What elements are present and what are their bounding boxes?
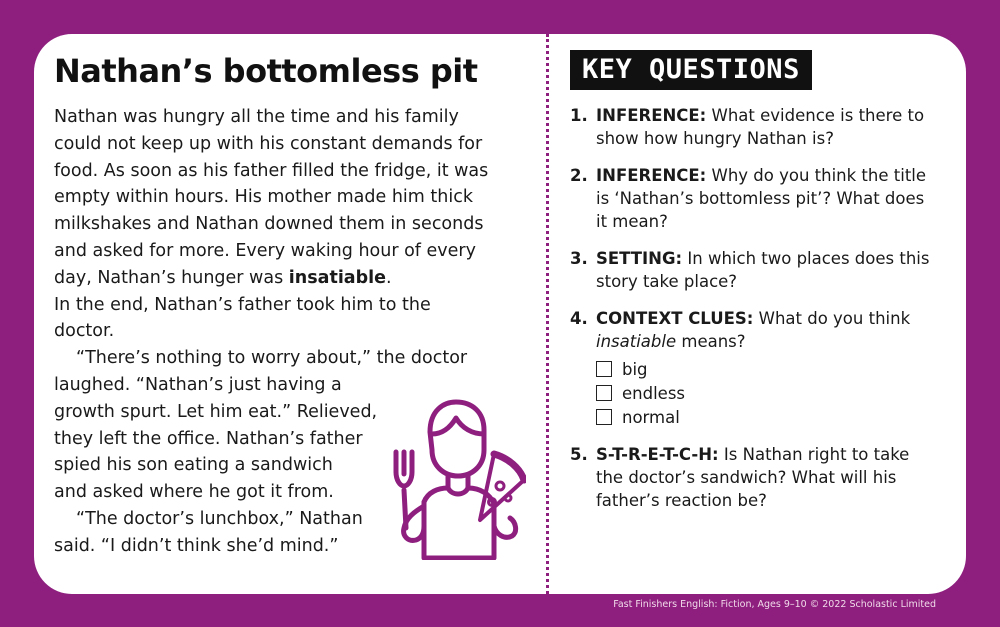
- key-questions-list: [570, 104, 950, 526]
- checkbox-icon[interactable]: [596, 361, 612, 377]
- boy-with-fork-and-pizza-icon: [384, 394, 526, 560]
- question-2: 2. INFERENCE: Why do you think the title is ‘Nathan’s bottomless pit’? What does it mean?: [570, 166, 927, 231]
- question-4: 4. CONTEXT CLUES: What do you think insatiable means?: [570, 309, 911, 351]
- question-5: 5. S-T-R-E-T-C-H: Is Nathan right to take the doctor’s sandwich? What will his father’s reaction be?: [570, 445, 910, 510]
- option-normal[interactable]: normal: [596, 405, 950, 429]
- vocab-word: insatiable: [288, 267, 387, 288]
- option-big[interactable]: big: [596, 357, 950, 381]
- key-questions-heading: KEY QUESTIONS: [570, 50, 812, 90]
- dotted-divider: [546, 34, 549, 594]
- story-paragraph-1: Nathan was hungry all the time and his family could not keep up with his constant demands for food. As soon as his father filled the fridge, it was empty within hours. His mother made him thick milkshakes and Nathan downed them in seconds and asked for more. Every waking hour of every day, Nathan’s hunger was insatiable.: [54, 107, 489, 288]
- question-1: 1. INFERENCE: What evidence is there to show how hungry Nathan is?: [570, 106, 925, 148]
- story-paragraph-3: “There’s nothing to worry about,” the doctor laughed. “Nathan’s just having a growth spurt. Let him eat.” Relieved, they left the office. Nathan’s father spied his son eating a sandwich and asked where he got it from.: [54, 348, 468, 503]
- story-title: Nathan’s bottomless pit: [54, 52, 478, 90]
- option-endless[interactable]: endless: [596, 381, 950, 405]
- story-paragraph-2: In the end, Nathan’s father took him to the doctor.: [54, 294, 431, 342]
- question-3: 3. SETTING: In which two places does this story take place?: [570, 249, 930, 291]
- question-4-options: [570, 357, 950, 429]
- checkbox-icon[interactable]: [596, 385, 612, 401]
- checkbox-icon[interactable]: [596, 409, 612, 425]
- story-paragraph-4: “The doctor’s lunchbox,” Nathan said. “I didn’t think she’d mind.”: [54, 508, 363, 556]
- copyright-footer: Fast Finishers English: Fiction, Ages 9–10 © 2022 Scholastic Limited: [613, 599, 936, 610]
